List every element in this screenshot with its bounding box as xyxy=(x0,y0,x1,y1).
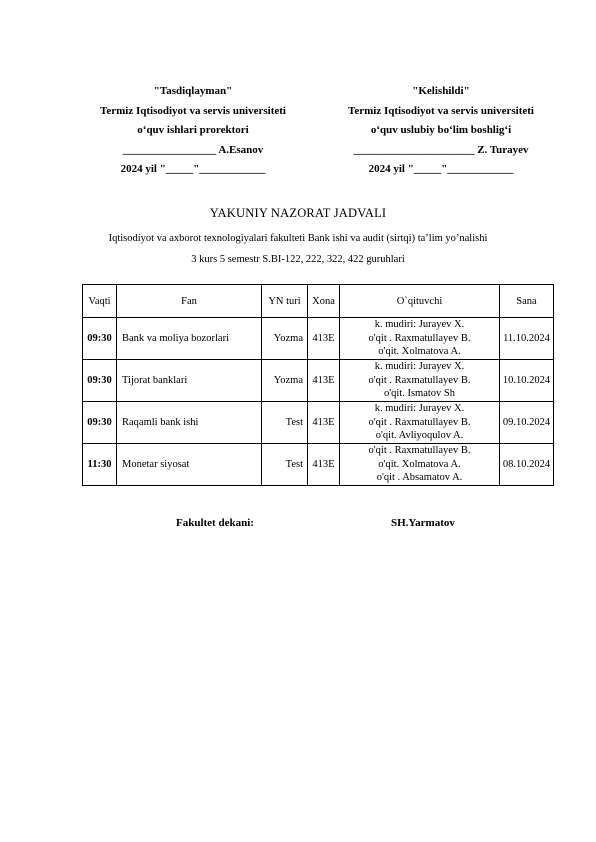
cell-exam-type: Yozma xyxy=(262,360,308,402)
cell-date: 10.10.2024 xyxy=(500,360,554,402)
teacher-name: o'qit . Raxmatullayev B. xyxy=(368,332,471,344)
approval-signature-line: _________________ A.Esanov xyxy=(122,143,264,156)
teacher-name: o'qit . Raxmatullayev B. xyxy=(368,416,471,428)
approval-position: o‘quv ishlari prorektori xyxy=(137,124,249,136)
cell-room: 413E xyxy=(308,402,340,444)
table-row xyxy=(83,402,554,444)
cell-teacher xyxy=(340,402,500,444)
agreement-university: Termiz Iqtisodiyot va servis universiteti xyxy=(348,104,534,117)
table-header-row xyxy=(83,285,554,318)
cell-time: 09:30 xyxy=(83,402,117,444)
cell-date: 09.10.2024 xyxy=(500,402,554,444)
teacher-name: o'qit. Xolmatova A. xyxy=(378,458,461,470)
agreement-block xyxy=(311,82,571,180)
teacher-name: k. mudiri: Jurayev X. xyxy=(374,319,465,331)
header-date: Sana xyxy=(500,285,554,318)
cell-exam-type: Test xyxy=(262,444,308,486)
teacher-name: k. mudiri: Jurayev X. xyxy=(374,403,465,415)
cell-subject: Tijorat banklari xyxy=(117,360,262,402)
header-subject: Fan xyxy=(117,285,262,318)
table-row xyxy=(83,360,554,402)
teacher-name: o'qit. Avliyoqulov A. xyxy=(375,430,464,442)
cell-time: 11:30 xyxy=(83,444,117,486)
cell-time: 09:30 xyxy=(83,318,117,360)
group-subtitle: 3 kurs 5 semestr S.BI-122, 222, 322, 422 guruhlari xyxy=(191,254,405,265)
cell-room: 413E xyxy=(308,318,340,360)
agreement-heading: "Kelishildi" xyxy=(412,85,470,97)
approval-university: Termiz Iqtisodiyot va servis universiteti xyxy=(100,104,286,117)
cell-subject: Raqamli bank ishi xyxy=(117,402,262,444)
cell-exam-type: Yozma xyxy=(262,318,308,360)
cell-date: 11.10.2024 xyxy=(500,318,554,360)
exam-schedule-table xyxy=(82,284,554,486)
header-exam-type: YN turi xyxy=(262,285,308,318)
cell-room: 413E xyxy=(308,360,340,402)
cell-teacher xyxy=(340,360,500,402)
teacher-name: k. mudiri: Jurayev X. xyxy=(374,361,465,373)
cell-subject: Monetar siyosat xyxy=(117,444,262,486)
teacher-name: o'qit. Xolmatova A. xyxy=(378,346,461,358)
header-room: Xona xyxy=(308,285,340,318)
approval-heading: "Tasdiqlayman" xyxy=(153,85,233,97)
teacher-name: o'qit. Ismatov Sh xyxy=(383,388,456,400)
header-teacher: O`qituvchi xyxy=(340,285,500,318)
faculty-subtitle: Iqtisodiyot va axborot texnologiyalari fakulteti Bank ishi va audit (sirtqi) ta’lim yo’nalishi xyxy=(108,233,488,244)
agreement-position: o‘quv uslubiy bo‘lim boshlig‘i xyxy=(370,124,512,136)
table-row xyxy=(83,318,554,360)
agreement-date-line: 2024 yil "_____"____________ xyxy=(368,163,514,175)
cell-teacher xyxy=(340,318,500,360)
cell-teacher xyxy=(340,444,500,486)
teacher-name: o'qit . Raxmatullayev B. xyxy=(368,374,471,386)
teacher-name: o'qit . Raxmatullayev B. xyxy=(368,445,471,457)
table-row xyxy=(83,444,554,486)
cell-time: 09:30 xyxy=(83,360,117,402)
approval-block xyxy=(63,82,323,180)
document-title: YAKUNIY NAZORAT JADVALI xyxy=(209,206,387,220)
header-time: Vaqti xyxy=(83,285,117,318)
cell-date: 08.10.2024 xyxy=(500,444,554,486)
cell-exam-type: Test xyxy=(262,402,308,444)
approval-date-line: 2024 yil "_____"____________ xyxy=(120,163,266,175)
agreement-signature-line: ______________________ Z. Turayev xyxy=(353,143,529,156)
dean-name: SH.Yarmatov xyxy=(391,517,455,529)
teacher-name: o'qit . Absamatov A. xyxy=(376,472,463,484)
cell-room: 413E xyxy=(308,444,340,486)
cell-subject: Bank va moliya bozorlari xyxy=(117,318,262,360)
dean-label: Fakultet dekani: xyxy=(176,517,254,529)
